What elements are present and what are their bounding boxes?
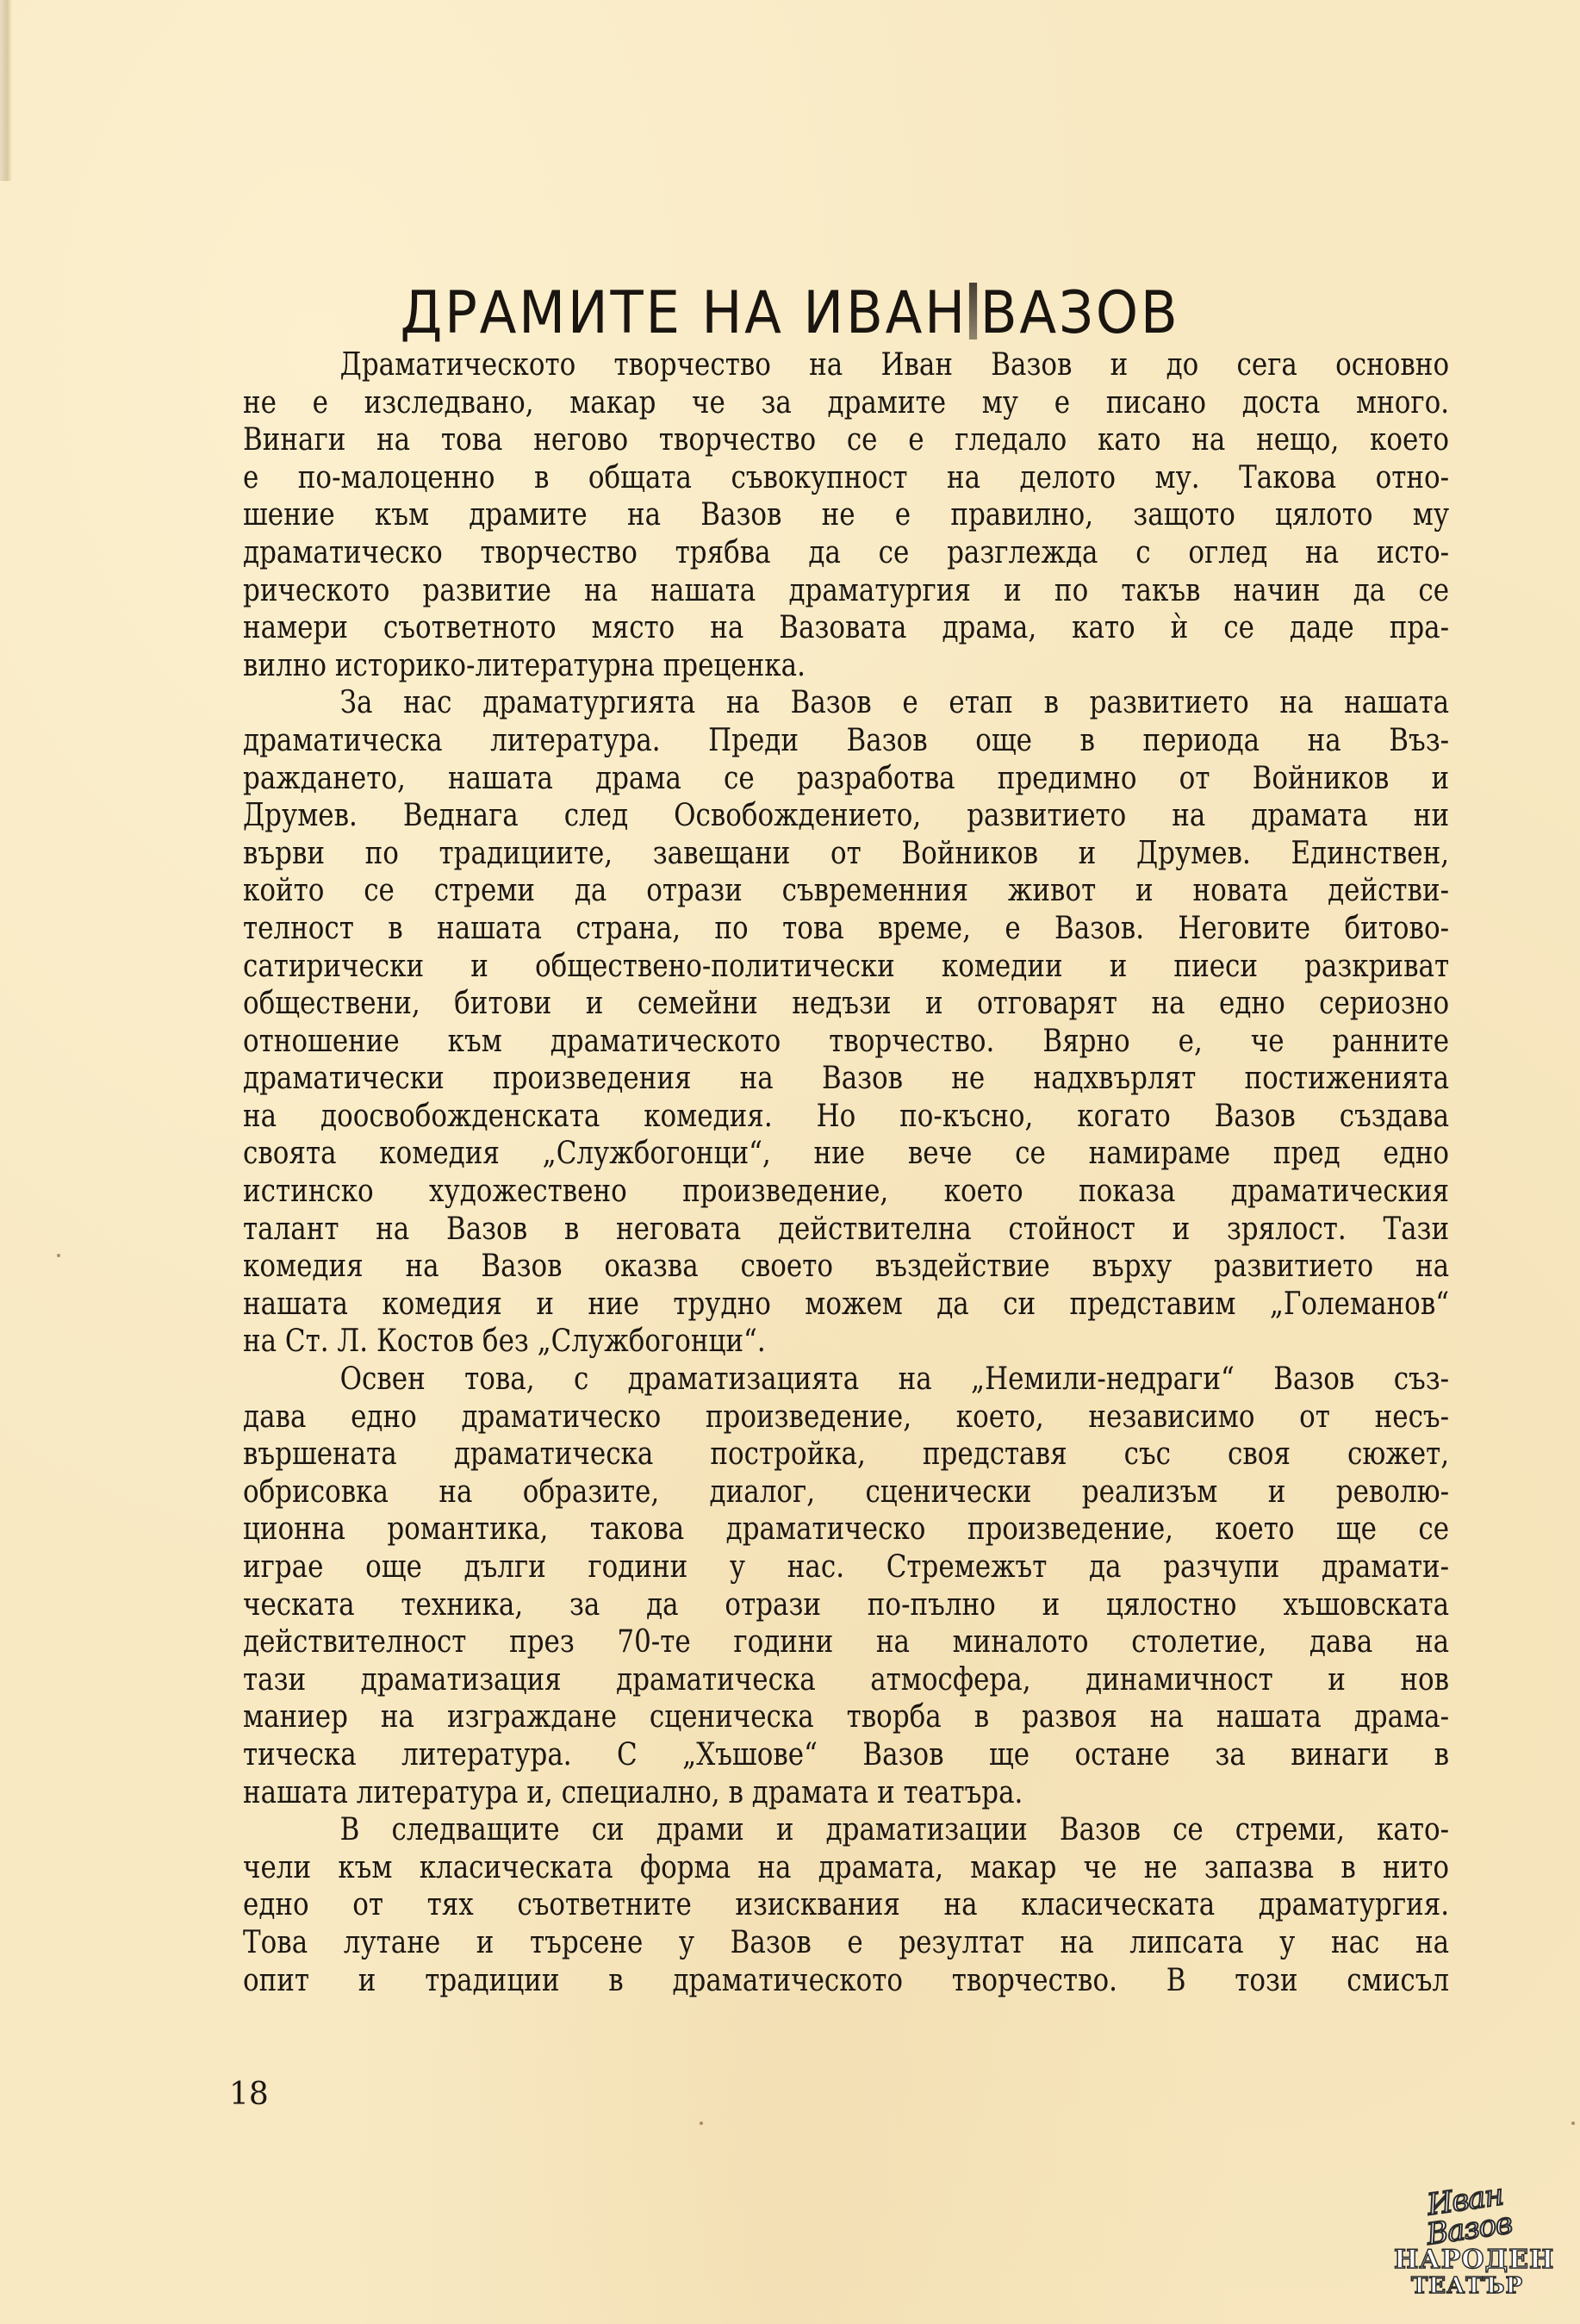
text-line: който се стреми да отрази съвременния живот и новата действи-: [243, 873, 1450, 909]
text-line: не е изследвано, макар че за драмите му е писано доста много.: [243, 384, 1450, 421]
text-line: драматическо творчество трябва да се разглежда с оглед на исто-: [243, 534, 1450, 570]
national-theatre-logo: [1394, 2178, 1555, 2299]
paper-speck: [57, 1254, 60, 1257]
text-line: тази драматизация драматическа атмосфера, динамичност и нов: [243, 1661, 1450, 1698]
text-line: своята комедия „Службогонци“, ние вече се намираме пред едно: [243, 1136, 1450, 1172]
text-line: сатирически и обществено-политически комедии и пиеси разкриват: [243, 948, 1450, 984]
paper-speck: [700, 2122, 703, 2125]
text-line: В следващите си драми и драматизации Вазов се стреми, като-: [339, 1812, 1450, 1848]
text-line: чели към класическата форма на драмата, макар че не запазва в нито: [243, 1849, 1450, 1885]
text-line: върви по традициите, завещани от Войников и Друмев. Единствен,: [243, 835, 1450, 871]
title-part-2: ВАЗОВ: [980, 278, 1180, 347]
text-line: отношение към драматическото творчество. Вярно е, че ранните: [243, 1023, 1450, 1059]
page-torn-edge: [0, 0, 12, 181]
text-line: шение към драмите на Вазов не е правилно, защото цялото му: [243, 497, 1450, 533]
text-line: обществени, битови и семейни недъзи и отговарят на едно сериозно: [243, 986, 1450, 1022]
text-line: нашата комедия и ние трудно можем да си представим „Големанов“: [243, 1286, 1450, 1322]
text-line: телност в нашата страна, по това време, е Вазов. Неговите битово-: [243, 910, 1450, 946]
text-line: Това лутане и търсене у Вазов е резултат на липсата у нас на: [243, 1924, 1450, 1960]
ink-smudge: [969, 283, 977, 340]
text-line: Друмев. Веднага след Освобождението, развитието на драмата ни: [243, 798, 1450, 834]
text-line: обрисовка на образите, диалог, сценически реализъм и револю-: [243, 1474, 1450, 1510]
text-line: маниер на изграждане сценическа творба в развоя на нашата драма-: [243, 1699, 1450, 1735]
text-line: ционна романтика, такова драматическо произведение, което ще се: [243, 1511, 1450, 1548]
paragraph: [243, 346, 1449, 684]
page-number: 18: [229, 2077, 269, 2112]
logo-signature: Иван Вазов: [1424, 2178, 1515, 2252]
text-line: Освен това, с драматизацията на „Немили-недраги“ Вазов съз-: [339, 1361, 1450, 1398]
text-line: ческата техника, за да отрази по-пълно и цялостно хъшовската: [243, 1586, 1450, 1623]
logo-line-2: ТЕАТЪР: [1410, 2273, 1524, 2299]
text-line: намери съответното място на Вазовата драма, като ѝ се даде пра-: [243, 610, 1450, 646]
paragraph: [243, 1811, 1449, 1999]
paragraph: [243, 1361, 1449, 1811]
text-line: тическа литература. С „Хъшове“ Вазов ще остане за винаги в: [243, 1736, 1450, 1773]
text-line: нашата литература и, специално, в драмата и театъра.: [243, 1774, 1023, 1810]
paragraph: [243, 684, 1449, 1361]
text-line: Драматическото творчество на Иван Вазов и до сега основно: [339, 347, 1450, 383]
text-line: е по-малоценно в общата съвокупност на делото му. Такова отно-: [243, 459, 1450, 495]
text-line: играе още дълги години у нас. Стремежът да разчупи драмати-: [243, 1549, 1450, 1585]
text-line: рическото развитие на нашата драматургия и по такъв начин да се: [243, 572, 1450, 608]
text-line: За нас драматургията на Вазов е етап в развитието на нашата: [339, 685, 1450, 721]
text-line: действителност през 70-те години на миналото столетие, дава на: [243, 1624, 1450, 1660]
text-line: драматическа литература. Преди Вазов още в периода на Въз-: [243, 722, 1450, 758]
text-line: раждането, нашата драма се разработва предимно от Войников и: [243, 760, 1450, 796]
text-line: опит и традиции в драматическото творчество. В този смисъл: [243, 1962, 1450, 1998]
paper-speck: [1571, 2122, 1575, 2125]
text-line: едно от тях съответните изисквания на класическата драматургия.: [243, 1887, 1450, 1923]
text-line: вилно историко-литературна преценка.: [243, 647, 806, 683]
logo-line-1: НАРОДЕН: [1394, 2245, 1555, 2275]
text-line: дава едно драматическо произведение, което, независимо от несъ-: [243, 1399, 1450, 1435]
text-line: талант на Вазов в неговата действителна стойност и зрялост. Тази: [243, 1211, 1450, 1247]
text-line: комедия на Вазов оказва своето въздействие върху развитието на: [243, 1249, 1450, 1285]
article-body: [243, 346, 1449, 1999]
text-line: истинско художествено произведение, което показа драматическия: [243, 1174, 1450, 1210]
title-part-1: ДРАМИТЕ НА ИВАН: [400, 278, 967, 347]
text-line: на Ст. Л. Костов без „Службогонци“.: [243, 1324, 766, 1360]
text-line: вършената драматическа постройка, представя със своя сюжет,: [243, 1436, 1450, 1473]
text-line: Винаги на това негово творчество се е гледало като на нещо, което: [243, 422, 1450, 458]
text-line: драматически произведения на Вазов не надхвърлят постиженията: [243, 1061, 1450, 1097]
page-title: [63, 278, 1516, 347]
text-line: на доосвобожденската комедия. Но по-късно, когато Вазов създава: [243, 1098, 1450, 1134]
